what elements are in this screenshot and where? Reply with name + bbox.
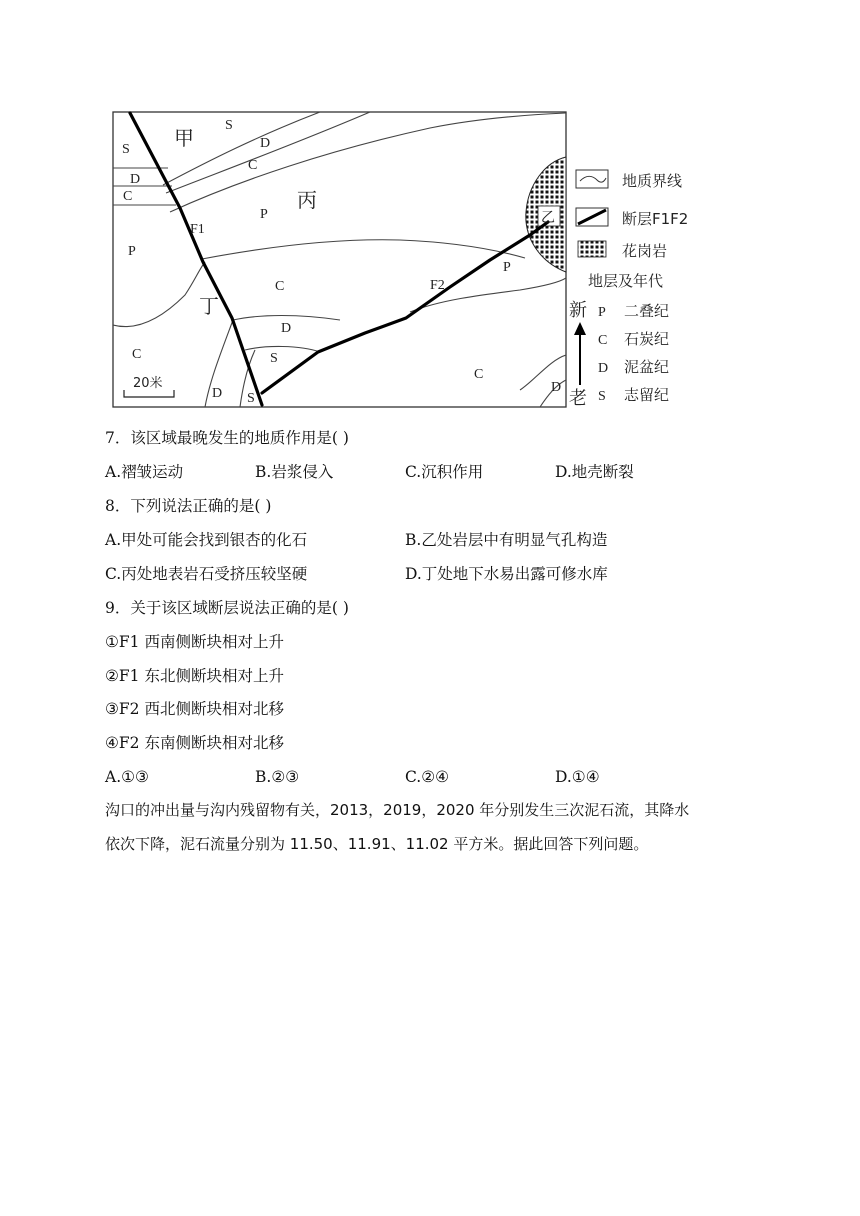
question-7-option-a[interactable]: A.褶皱运动: [105, 463, 184, 481]
stratum-label: C: [275, 279, 285, 294]
legend-period: 石炭纪: [624, 330, 670, 348]
stratum-label: P: [128, 244, 136, 259]
stratum-label: C: [248, 158, 258, 173]
legend: [569, 170, 688, 409]
legend-old-label: 老: [569, 388, 587, 409]
question-7-option-d[interactable]: D.地壳断裂: [555, 463, 634, 481]
legend-granite-swatch: [578, 241, 606, 257]
question-8-stem: 8．下列说法正确的是( ): [105, 497, 272, 515]
stratum-label: S: [247, 391, 255, 406]
legend-strata-title: 地层及年代: [588, 272, 664, 290]
legend-fault-label: 断层F1F2: [622, 210, 689, 228]
passage-line-1: 沟口的冲出量与沟内残留物有关，2013，2019，2020 年分别发生三次泥石流，其降水: [105, 801, 690, 819]
legend-new-label: 新: [569, 300, 587, 321]
legend-code: D: [598, 361, 609, 376]
stratum-label: S: [270, 351, 278, 366]
question-9-option-d[interactable]: D.①④: [555, 768, 600, 786]
stratum-label: D: [212, 386, 223, 401]
question-9-statement-1: ①F1 西南侧断块相对上升: [105, 633, 284, 651]
stratum-label: C: [474, 367, 484, 382]
map-frame: [113, 112, 566, 407]
question-8-option-d[interactable]: D.丁处地下水易出露可修水库: [405, 565, 608, 583]
geologic-map-figure: [0, 0, 860, 420]
stratum-label: P: [260, 207, 268, 222]
stratum-label: D: [551, 380, 562, 395]
legend-boundary-label: 地质界线: [622, 172, 683, 190]
question-8-option-a[interactable]: A.甲处可能会找到银杏的化石: [105, 531, 308, 549]
question-7-stem: 7．该区域最晚发生的地质作用是( ): [105, 429, 349, 447]
label-bing: 丙: [297, 188, 317, 212]
label-yi: 乙: [541, 210, 555, 226]
question-9-statement-4: ④F2 东南侧断块相对北移: [105, 734, 284, 752]
question-9-statement-2: ②F1 东北侧断块相对上升: [105, 667, 284, 685]
stratum-label: P: [503, 260, 511, 275]
legend-period: 二叠纪: [624, 302, 670, 320]
label-ding: 丁: [199, 294, 219, 318]
legend-boundary-swatch: [576, 170, 608, 188]
stratum-label: D: [260, 136, 271, 151]
legend-period: 泥盆纪: [624, 358, 670, 376]
passage-line-2: 依次下降，泥石流量分别为 11.50、11.91、11.02 平方米。据此回答下列问题。: [105, 835, 649, 853]
label-jia: 甲: [174, 126, 194, 150]
stratum-label: S: [122, 142, 130, 157]
stratum-label: S: [225, 118, 233, 133]
question-9-option-a[interactable]: A.①③: [105, 768, 149, 786]
stratum-label: C: [132, 347, 142, 362]
label-f1: F1: [190, 222, 205, 237]
question-9-option-c[interactable]: C.②④: [405, 768, 450, 786]
question-8-option-b[interactable]: B.乙处岩层中有明显气孔构造: [405, 531, 608, 549]
question-9-option-b[interactable]: B.②③: [255, 768, 300, 786]
legend-code: P: [598, 305, 606, 320]
legend-period: 志留纪: [624, 386, 670, 404]
question-7-option-b[interactable]: B.岩浆侵入: [255, 463, 334, 481]
label-f2: F2: [430, 278, 445, 293]
scale-label: 20米: [133, 376, 163, 391]
question-9-statement-3: ③F2 西北侧断块相对北移: [105, 700, 284, 718]
legend-code: C: [598, 333, 608, 348]
stratum-label: D: [281, 321, 292, 336]
question-8-option-c[interactable]: C.丙处地表岩石受挤压较坚硬: [105, 565, 308, 583]
stratum-label: D: [130, 172, 141, 187]
stratum-label: C: [123, 189, 133, 204]
question-9-stem: 9．关于该区域断层说法正确的是( ): [105, 599, 349, 617]
question-7-option-c[interactable]: C.沉积作用: [405, 463, 484, 481]
legend-granite-label: 花岗岩: [622, 242, 668, 260]
legend-code: S: [598, 389, 606, 404]
age-arrow-head: [574, 322, 586, 335]
